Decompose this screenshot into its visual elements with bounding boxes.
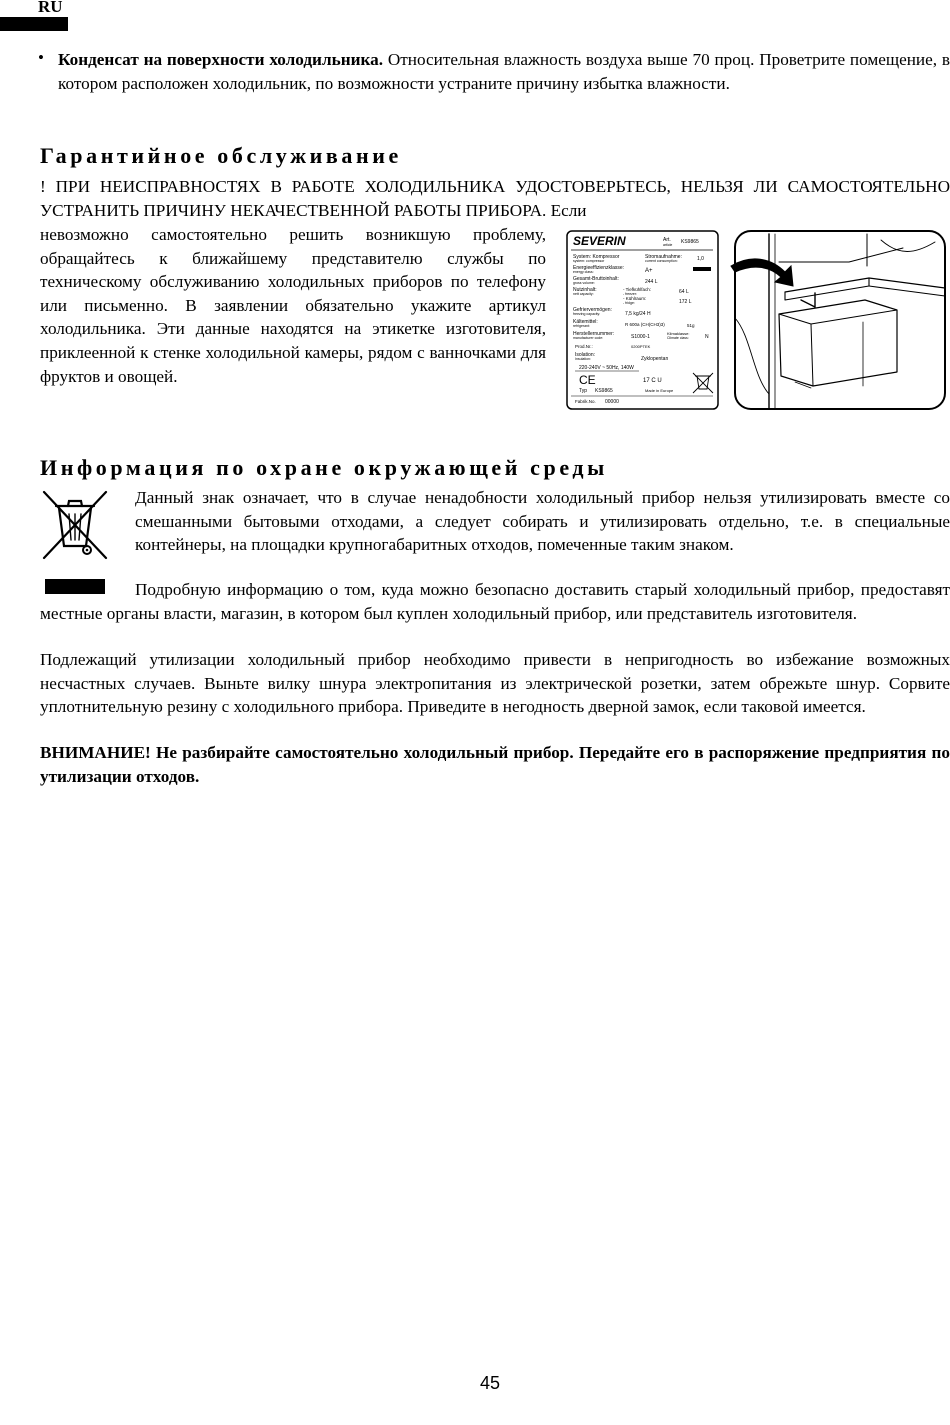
fridge-interior-illustration: [735, 231, 945, 409]
power-value: 220-240V ~ 50Hz, 140W: [579, 365, 634, 371]
freezing-label: Gefriervermögen:: [573, 307, 612, 313]
fridge-label: - Kühlraum:: [623, 296, 647, 301]
environment-paragraph-2: Подробную информацию о том, куда можно безопасно доставить старый холодильный прибор, предоставят местные органы власти, магазин, в котором был куплен холодильный прибор, или представитель изготовителя.: [40, 580, 950, 623]
warranty-body: невозможно самостоятельно решить возникшую проблему, обращайтесь к ближайшему представителю службы по техническому обслуживанию холодильных приборов по телефону или письменно. В заявлении обязательно укажите артикул холодильника. Эти данные находятся на этикетке изготовителя, приклеенной к стенке холодильной камеры, рядом с ванночками для фруктов и овощей.: [40, 225, 546, 386]
rating-label-figure: [563, 226, 947, 410]
refrigerant-value: R 600a (CH(CH3)3): [625, 322, 665, 327]
system-sub: system: compressor: [573, 259, 605, 263]
freezing-sub: freezing capacity:: [573, 312, 601, 316]
energy-label: Energieeffizienzklasse:: [573, 265, 625, 271]
current-sub: current consumption:: [645, 259, 678, 263]
warranty-heading: Гарантийное обслуживание: [40, 143, 402, 168]
freezer-sub: - freezer:: [623, 292, 638, 296]
manufacturer-value: S1000-1: [631, 334, 650, 340]
gross-sub: gross volume:: [573, 281, 595, 285]
prod-label: Prod.Nr.:: [575, 344, 593, 349]
serial-value: 00000: [605, 399, 619, 405]
type-label: Typ: [579, 388, 588, 394]
art-sub: article: [663, 243, 673, 247]
isolation-label: Isolation:: [575, 352, 596, 358]
environment-paragraph-1: Данный знак означает, что в случае ненадобности холодильный прибор нельзя утилизировать вместе со смешанными бытовыми отходами, а следует собирать и утилизировать отдельно, т.е. в специальные контейнеры, на площадки крупногабаритных отходов, помеченные таким знаком.: [135, 488, 950, 555]
condensation-text: Относительная влажность воздуха выше 70 проц. Проветрите помещение, в котором расположен холодильник, по возможности устраните причину избытка влажности.: [58, 50, 950, 93]
ce-value: 17 C U: [643, 378, 662, 384]
gross-value: 244 L: [645, 279, 658, 285]
refrigerant-amount: 51g: [687, 323, 695, 328]
serial-label: Fabrik.No.: [575, 399, 596, 404]
condensation-paragraph: [58, 48, 950, 95]
art-value: KS9865: [681, 239, 699, 245]
freezer-label: - Tiefkühlfach:: [623, 287, 652, 292]
isolation-sub: Insulation:: [575, 357, 591, 361]
brand-logo: SEVERIN: [573, 234, 626, 248]
bullet-marker: •: [38, 48, 44, 67]
isolation-value: Zyklopentan: [641, 356, 669, 362]
fridge-sub: - fridge:: [623, 301, 635, 305]
manufacturer-label: Herstellernummer:: [573, 331, 615, 337]
manufacturer-sub: manufacturer code:: [573, 336, 604, 340]
language-code: RU: [38, 0, 63, 16]
warranty-intro: ! ПРИ НЕИСПРАВНОСТЯХ В РАБОТЕ ХОЛОДИЛЬНИКА УДОСТОВЕРЬТЕСЬ, НЕЛЬЗЯ ЛИ САМОСТОЯТЕЛЬНО УСТРАНИТЬ ПРИЧИНУ НЕКАЧЕСТВЕННОЙ РАБОТЫ ПРИБОРА. Если: [40, 177, 950, 220]
energy-sub: energy class:: [573, 270, 594, 274]
gross-label: Gesamt-Bruttoinhalt:: [573, 276, 619, 282]
prod-value: 0200PTEK: [631, 344, 651, 349]
fridge-value: 172 L: [679, 299, 692, 305]
net-sub: nett capacity:: [573, 292, 594, 296]
environment-paragraph-3: Подлежащий утилизации холодильный прибор необходимо привести в непригодность во избежание возможных несчастных случаев. Выньте вилку шнура электропитания из электрической розетки, затем обрежьте шнур. Сорвите уплотнительную резину с холодильного прибора. Приведите в негодность дверной замок, если таковой имеется.: [40, 650, 950, 717]
environment-warning: ВНИМАНИЕ! Не разбирайте самостоятельно холодильный прибор. Передайте его в распоряжение предприятия по утилизации отходов.: [40, 743, 950, 786]
art-label: Art.: [663, 237, 671, 243]
ce-mark: CE: [579, 373, 596, 387]
environment-heading: Информация по охране окружающей среды: [40, 455, 608, 480]
refrigerant-label: Kältemittel:: [573, 319, 598, 325]
freezer-value: 64 L: [679, 289, 689, 295]
climate-label: Klimaklasse:: [667, 331, 690, 336]
system-label: System: Kompressor: [573, 254, 620, 260]
current-label: Stromaufnahme:: [645, 254, 682, 260]
net-label: Nutzinhalt:: [573, 287, 597, 293]
climate-sub: Climate class:: [667, 336, 689, 340]
freezing-value: 7,5 kg/24 H: [625, 311, 651, 317]
crossed-bin-icon: [40, 488, 110, 564]
language-bar: [0, 17, 68, 31]
made-in: Made in Europe: [645, 388, 674, 393]
energy-value: A+: [645, 268, 653, 274]
climate-value: N: [705, 334, 709, 340]
refrigerant-sub: refrigerant:: [573, 324, 590, 328]
type-value: KS9865: [595, 388, 613, 394]
page-number: 45: [479, 1373, 501, 1393]
condensation-title: Конденсат на поверхности холодильника.: [58, 50, 384, 69]
current-value: 1,0: [697, 256, 704, 262]
